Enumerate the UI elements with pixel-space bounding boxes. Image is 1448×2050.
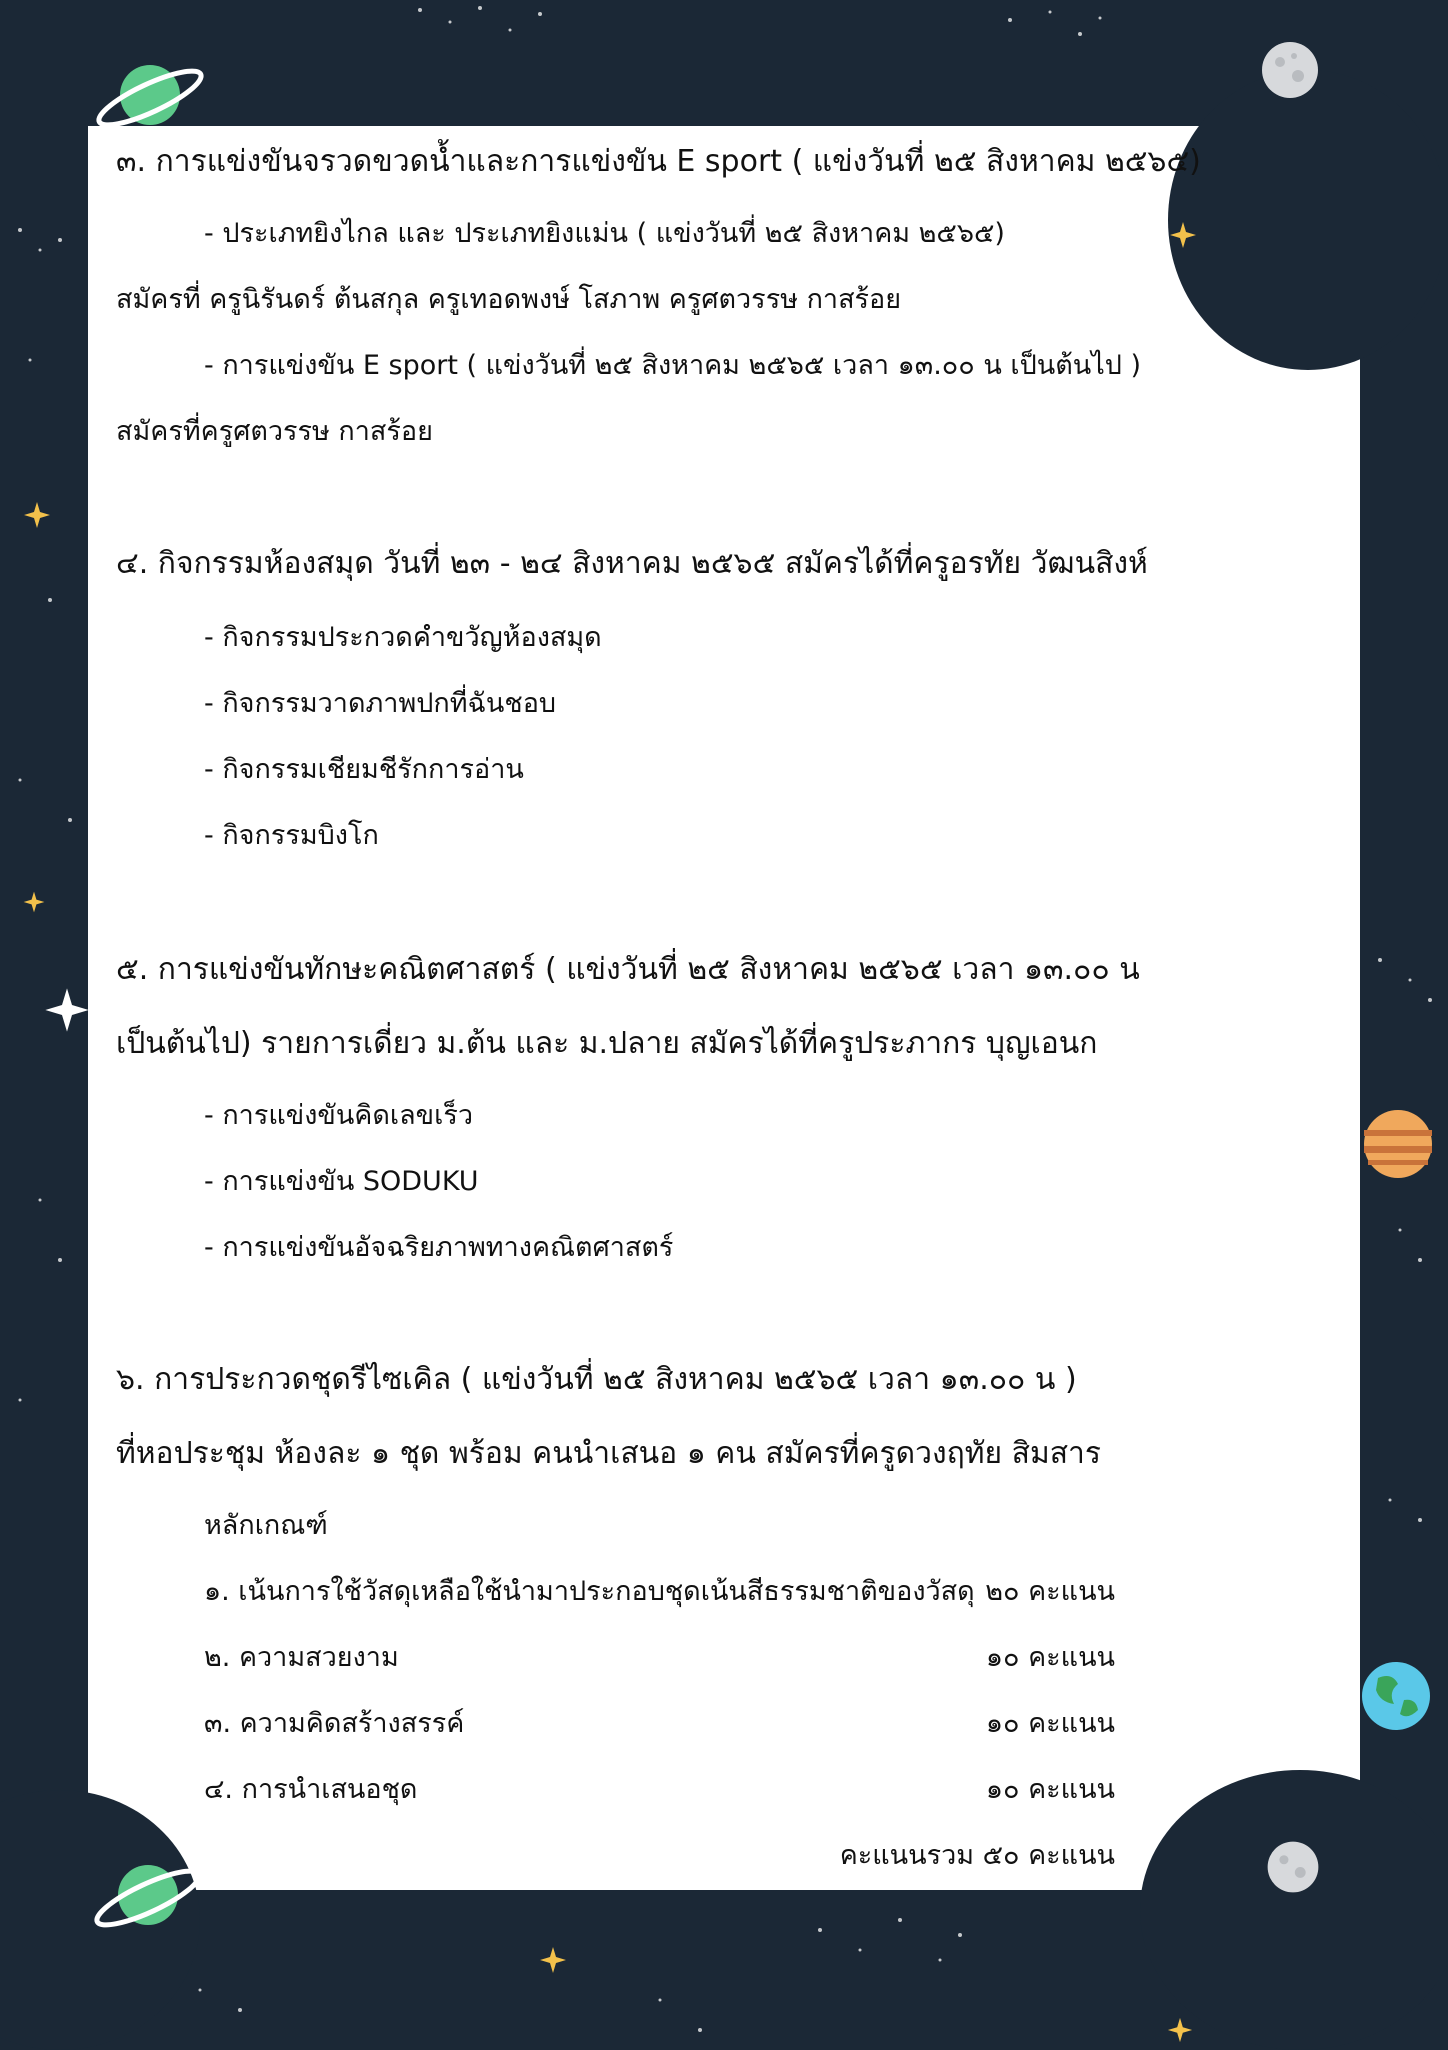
section-6-heading-line-1: ๖. การประกวดชุดรีไซเคิล ( แข่งวันที่ ๒๕ สิงหาคม ๒๕๖๕ เวลา ๑๓.๐๐ น ) bbox=[116, 1362, 1077, 1397]
section-3-item-1: - ประเภทยิงไกล และ ประเภทยิงแม่น ( แข่งวันที่ ๒๕ สิงหาคม ๒๕๖๕) bbox=[204, 218, 1005, 249]
section-4-item: - กิจกรรมเชียมชีรักการอ่าน bbox=[204, 754, 524, 785]
criteria-points: ๑๐ คะแนน bbox=[985, 1642, 1115, 1673]
criteria-points: ๑๐ คะแนน bbox=[985, 1774, 1115, 1805]
section-5-item: - การแข่งขันคิดเลขเร็ว bbox=[204, 1100, 474, 1131]
section-5-item: - การแข่งขัน SODUKU bbox=[204, 1166, 479, 1197]
criteria-points: ๒๐ คะแนน bbox=[985, 1576, 1115, 1607]
section-6-heading-line-2: ที่หอประชุม ห้องละ ๑ ชุด พร้อม คนนำเสนอ ๑ คน สมัครที่ครูดวงฤทัย สิมสาร bbox=[116, 1436, 1102, 1471]
section-5-item: - การแข่งขันอัจฉริยภาพทางคณิตศาสตร์ bbox=[204, 1232, 674, 1263]
section-3-heading: ๓. การแข่งขันจรวดขวดน้ำและการแข่งขัน E sport ( แข่งวันที่ ๒๕ สิงหาคม ๒๕๖๕) bbox=[116, 144, 1201, 179]
criteria-label: ๑. เน้นการใช้วัสดุเหลือใช้นำมาประกอบชุดเน้นสีธรรมชาติของวัสดุ bbox=[204, 1576, 975, 1607]
section-5-heading-line-1: ๕. การแข่งขันทักษะคณิตศาสตร์ ( แข่งวันที่ ๒๕ สิงหาคม ๒๕๖๕ เวลา ๑๓.๐๐ น bbox=[116, 952, 1140, 987]
section-3-item-2: - การแข่งขัน E sport ( แข่งวันที่ ๒๕ สิงหาคม ๒๕๖๕ เวลา ๑๓.๐๐ น เป็นต้นไป ) bbox=[204, 350, 1142, 381]
section-4-heading: ๔. กิจกรรมห้องสมุด วันที่ ๒๓ - ๒๔ สิงหาคม ๒๕๖๕ สมัครได้ที่ครูอรทัย วัฒนสิงห์ bbox=[116, 546, 1148, 581]
criteria-label: ๒. ความสวยงาม bbox=[204, 1642, 399, 1673]
section-4-item: - กิจกรรมประกวดคำขวัญห้องสมุด bbox=[204, 622, 602, 653]
section-3-item-1-apply: สมัครที่ ครูนิรันดร์ ต้นสกุล ครูเทอดพงษ์ โสภาพ ครูศตวรรษ กาสร้อย bbox=[116, 284, 902, 315]
section-3-item-2-apply: สมัครที่ครูศตวรรษ กาสร้อย bbox=[116, 416, 433, 447]
section-4-item: - กิจกรรมวาดภาพปกที่ฉันชอบ bbox=[204, 688, 557, 719]
criteria-label: ๓. ความคิดสร้างสรรค์ bbox=[204, 1708, 465, 1739]
section-4-item: - กิจกรรมบิงโก bbox=[204, 820, 379, 851]
criteria-title: หลักเกณฑ์ bbox=[204, 1510, 328, 1541]
total-score: คะแนนรวม ๕๐ คะแนน bbox=[839, 1840, 1115, 1871]
criteria-label: ๔. การนำเสนอชุด bbox=[204, 1774, 418, 1805]
section-5-heading-line-2: เป็นต้นไป) รายการเดี่ยว ม.ต้น และ ม.ปลาย สมัครได้ที่ครูประภากร บุญเอนก bbox=[116, 1026, 1098, 1061]
criteria-points: ๑๐ คะแนน bbox=[985, 1708, 1115, 1739]
